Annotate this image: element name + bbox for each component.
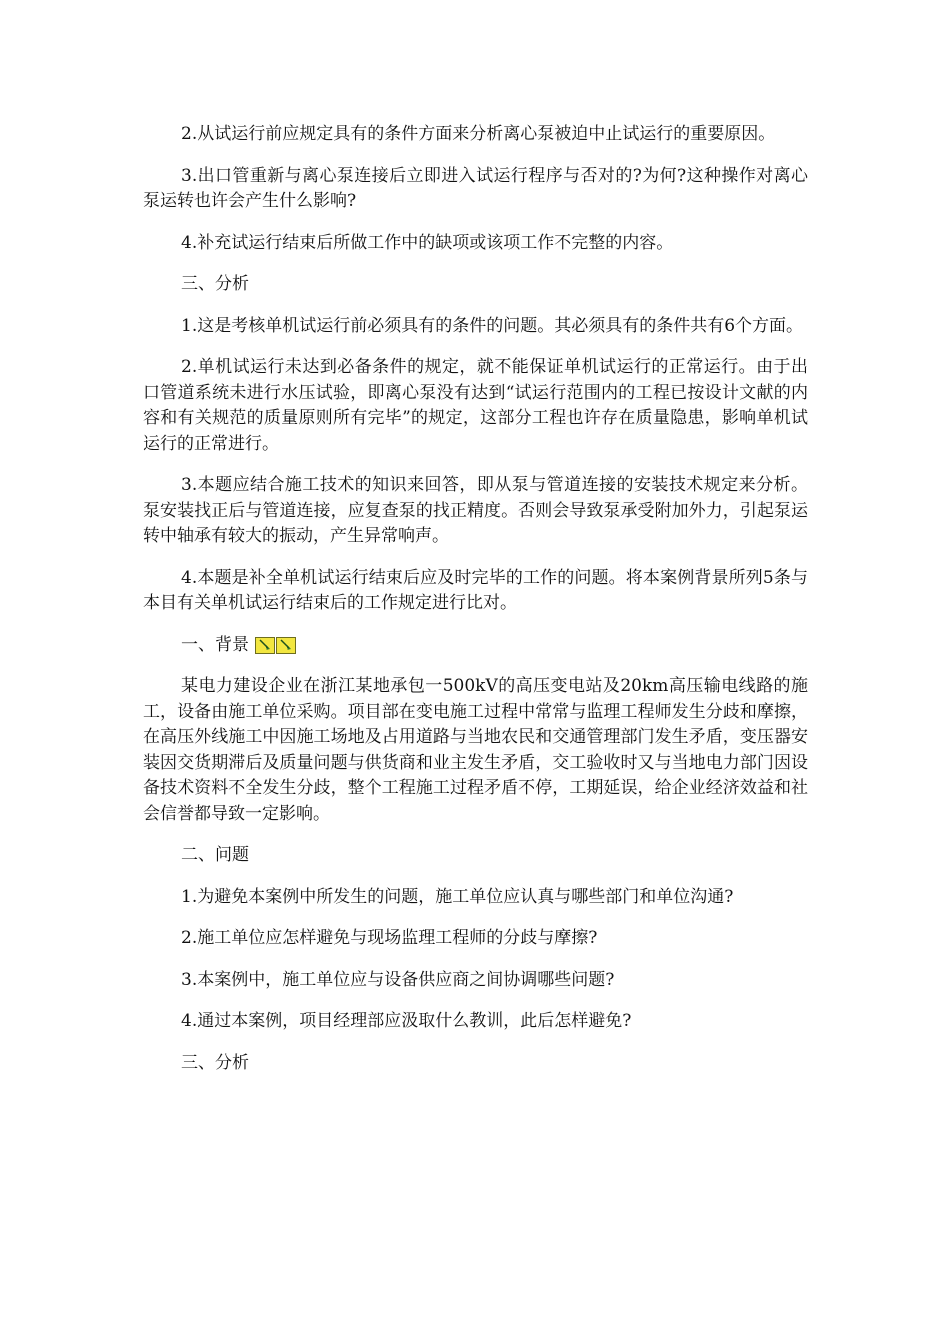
questions-heading: 二、问题 [181,845,249,865]
background-heading-line [143,633,808,659]
background-heading: 一、背景 [181,634,249,655]
question-4-paragraph: 4.补充试运行结束后所做工作中的缺项或该项工作不完整的内容。 [181,232,674,253]
case-question-3: 3.本案例中，施工单位应与设备供应商之间协调哪些问题? [181,969,615,990]
case-question-2: 2.施工单位应怎样避免与现场监理工程师的分歧与摩擦? [181,928,598,948]
question-2-paragraph: 2.从试运行前应规定具有的条件方面来分析离心泵被迫中止试运行的重要原因。 [181,124,776,144]
arrow-icon[interactable] [255,637,275,654]
analysis-1-paragraph: 1.这是考核单机试运行前必须具有的条件的问题。其必须具有的条件共有6个方面。 [181,315,804,336]
analysis-heading: 三、分析 [181,274,249,294]
nav-icon-group[interactable] [255,637,297,654]
analysis-heading-2: 三、分析 [181,1052,249,1073]
case-question-4: 4.通过本案例，项目经理部应汲取什么教训，此后怎样避免? [181,1011,632,1031]
background-paragraph: 某电力建设企业在浙江某地承包一500kV的高压变电站及20km高压输电线路的施工，设备由施工单位采购。项目部在变电施工过程中常常与监理工程师发生分歧和摩擦，在高压外线施工中因施工场地及占用道路与当地农民和交通管理部门发生矛盾，变压器安装因交货期滞后及质量问题与供货商和业主发生矛盾，交工验收时又与当地电力部门因设备技术资料不全发生分歧，整个工程施工过程矛盾不停，工期延误，给企业经济效益和社会信誉都导致一定影响。 [143,676,808,824]
analysis-3-paragraph: 3.本题应结合施工技术的知识来回答，即从泵与管道连接的安装技术规定来分析。泵安装找正后与管道连接，应复查泵的找正精度。否则会导致泵承受附加外力，引起泵运转中轴承有较大的振动，产生异常响声。 [143,475,808,546]
case-question-1: 1.为避免本案例中所发生的问题，施工单位应认真与哪些部门和单位沟通? [181,886,734,907]
question-3-paragraph: 3.出口管重新与离心泵连接后立即进入试运行程序与否对的?为何?这种操作对离心泵运转也许会产生什么影响? [143,165,808,211]
analysis-2-paragraph: 2.单机试运行未达到必备条件的规定，就不能保证单机试运行的正常运行。由于出口管道系统未进行水压试验，即离心泵没有达到“试运行范围内的工程已按设计文献的内容和有关规范的质量原则所有完毕”的规定，这部分工程也许存在质量隐患，影响单机试运行的正常进行。 [143,357,808,454]
analysis-4-paragraph: 4.本题是补全单机试运行结束后应及时完毕的工作的问题。将本案例背景所列5条与本目有关单机试运行结束后的工作规定进行比对。 [143,567,808,613]
document-page [143,122,808,1092]
arrow-icon[interactable] [276,637,296,654]
